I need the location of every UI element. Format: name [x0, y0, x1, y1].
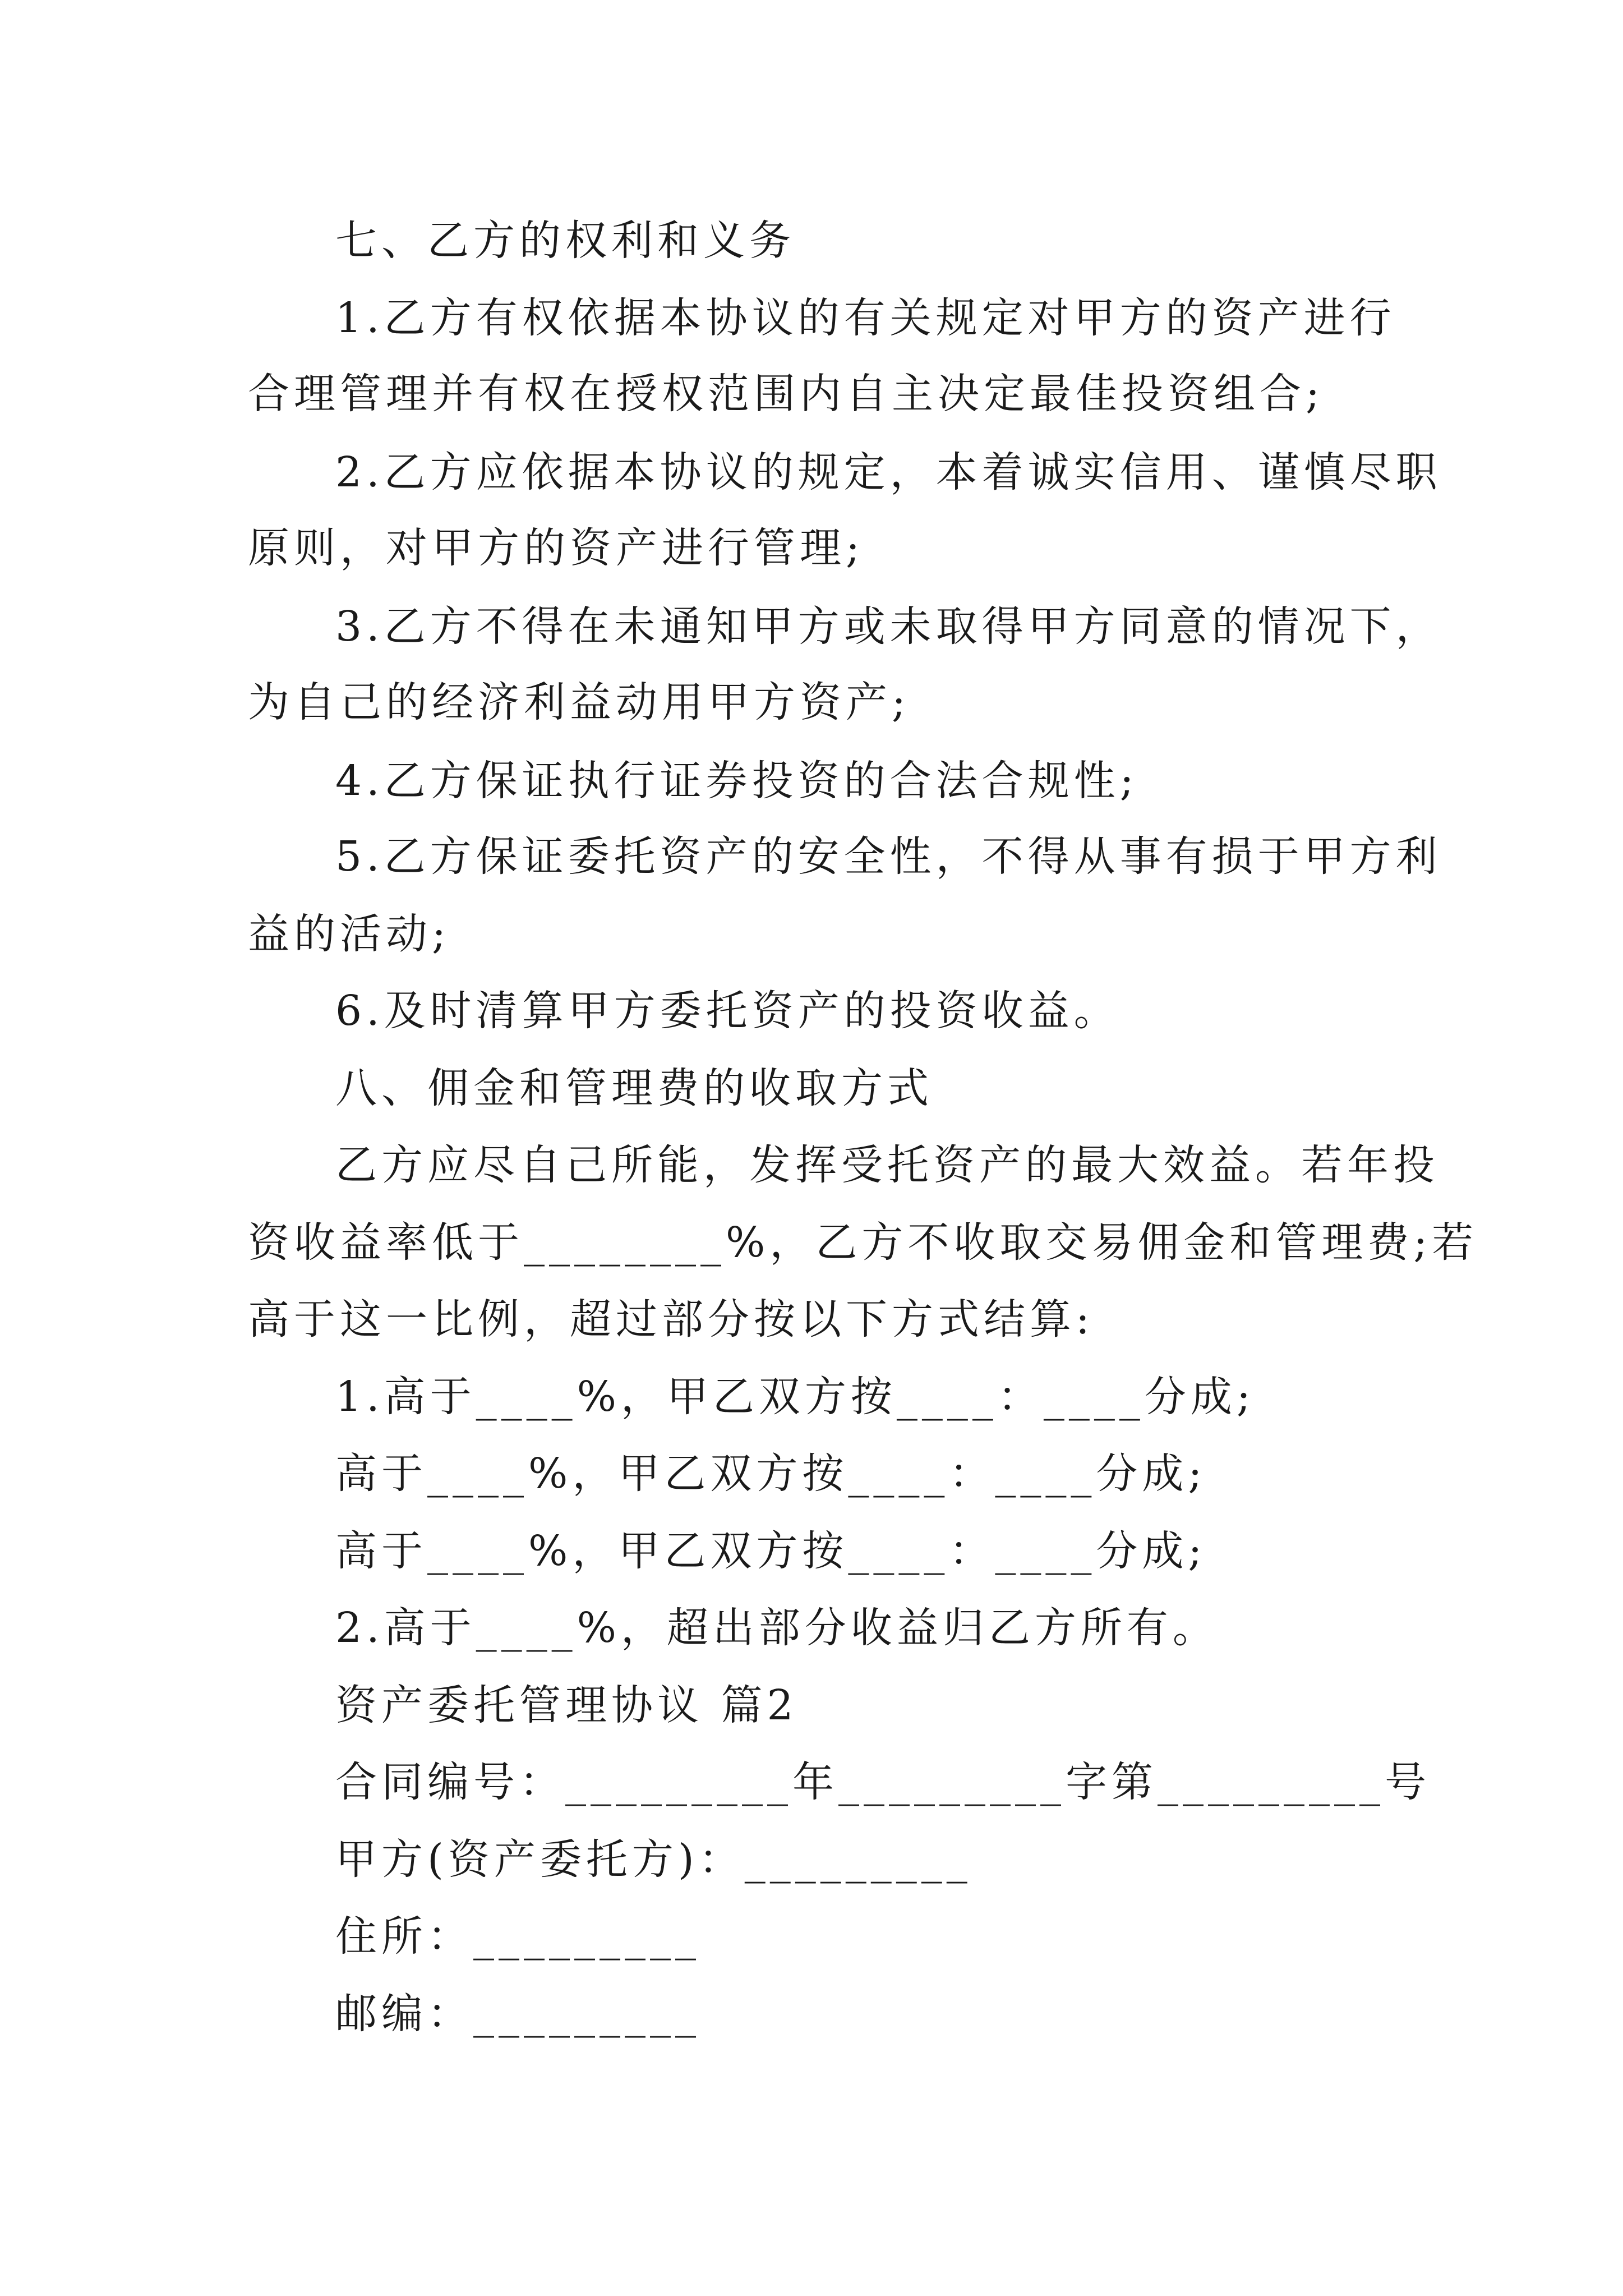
- clause-line: 1.乙方有权依据本协议的有关规定对甲方的资产进行: [335, 294, 1396, 342]
- section-heading-seven: 七、乙方的权利和义务: [335, 217, 795, 265]
- postcode-line: 邮编：_________: [335, 1990, 700, 2038]
- clause-line: 高于____%，甲乙双方按____：____分成;: [335, 1527, 1207, 1575]
- clause-line: 3.乙方不得在未通知甲方或未取得甲方同意的情况下，: [335, 602, 1442, 651]
- clause-line: 乙方应尽自己所能，发挥受托资产的最大效益。若年投: [335, 1141, 1439, 1189]
- contract-number-line: 合同编号：_________年_________字第_________号: [335, 1758, 1431, 1806]
- clause-line: 6.及时清算甲方委托资产的投资收益。: [335, 987, 1120, 1035]
- section-heading-eight: 八、佣金和管理费的收取方式: [335, 1064, 933, 1112]
- clause-line: 合理管理并有权在授权范围内自主决定最佳投资组合;: [248, 370, 1324, 418]
- clause-line: 4.乙方保证执行证券投资的合法合规性;: [335, 757, 1138, 805]
- clause-line: 益的活动;: [248, 910, 450, 958]
- clause-line: 原则，对甲方的资产进行管理;: [248, 524, 864, 572]
- address-line: 住所：_________: [335, 1912, 700, 1961]
- clause-line: 1.高于____%，甲乙双方按____：____分成;: [335, 1373, 1255, 1421]
- clause-line: 为自己的经济利益动用甲方资产;: [248, 678, 910, 726]
- clause-line: 2.乙方应依据本协议的规定，本着诚实信用、谨慎尽职: [335, 448, 1442, 496]
- clause-line: 2.高于____%，超出部分收益归乙方所有。: [335, 1604, 1219, 1652]
- clause-line: 高于这一比例，超过部分按以下方式结算:: [248, 1295, 1094, 1343]
- agreement-heading: 资产委托管理协议 篇2: [335, 1681, 798, 1729]
- party-a-line: 甲方(资产委托方)：_________: [335, 1835, 972, 1884]
- clause-line: 5.乙方保证委托资产的安全性，不得从事有损于甲方利: [335, 832, 1442, 881]
- clause-line: 资收益率低于________%，乙方不收取交易佣金和管理费;若: [248, 1218, 1478, 1267]
- clause-line: 高于____%，甲乙双方按____：____分成;: [335, 1450, 1207, 1498]
